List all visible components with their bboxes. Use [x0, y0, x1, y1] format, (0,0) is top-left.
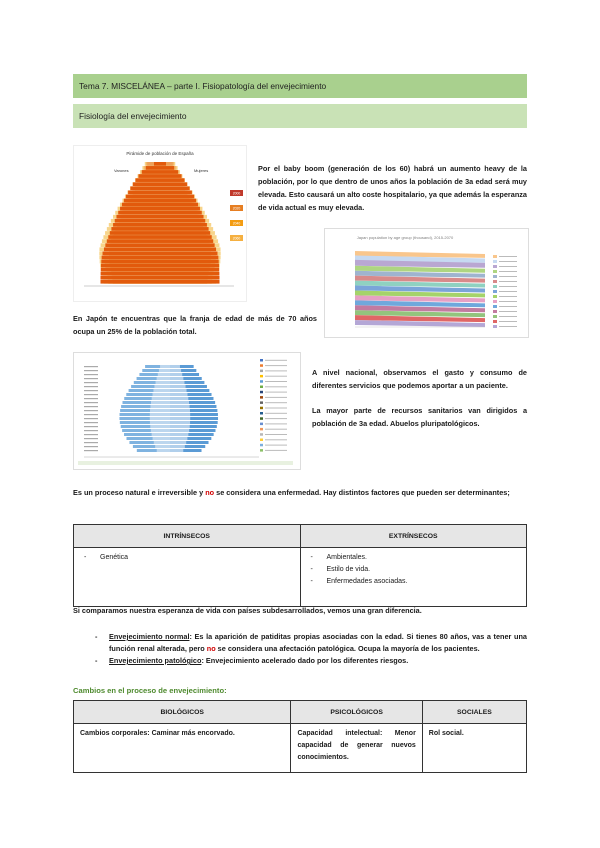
spending-legend-text-line [265, 429, 287, 430]
spending-bar-center [150, 405, 189, 408]
japan-legend-text-line [499, 276, 517, 277]
changes-section-title: Cambios en el proceso de envejecimiento: [73, 686, 227, 695]
pyramid-bar [133, 182, 187, 186]
japan-paragraph: En Japón te encuentras que la franja de edad de más de 70 años ocupa un 25% de la población total. [73, 314, 317, 336]
spending-legend-swatch [260, 391, 263, 394]
japan-legend-text-line [499, 286, 517, 287]
japan-legend-text-line [499, 281, 517, 282]
pyramid-bar [113, 223, 207, 227]
pyramid-year-label: 2040 [232, 221, 241, 226]
normal-aging-label: Envejecimiento normal [109, 632, 190, 641]
japan-area-figure [324, 228, 529, 338]
japan-legend-swatch [493, 320, 497, 323]
spending-legend-text-line [265, 370, 287, 371]
japan-legend-text-line [499, 301, 517, 302]
header-title: Tema 7. MISCELÁNEA – parte I. Fisiopatología del envejecimiento [79, 81, 327, 91]
population-pyramid-chart [74, 146, 246, 301]
spending-legend-swatch [260, 359, 263, 362]
pyramid-year-label: 2060 [232, 236, 241, 241]
spending-legend-swatch [260, 439, 263, 442]
spending-legend-text-line [265, 397, 287, 398]
spending-legend-text-line [265, 439, 287, 440]
pyramid-bar [118, 211, 202, 215]
baby-boom-paragraph: Por el baby boom (generación de los 60) habrá un aumento heavy de la población, por lo que dentro de unos años la población de 3a edad será muy elevada. Esto causará un alto coste hospitalario, ya que además la esperanza de vida actual es muy elevada. [258, 164, 527, 212]
pyramid-year-label: 2020 [232, 206, 241, 211]
pyramid-bar [116, 215, 203, 219]
national-spending-paragraph: A nivel nacional, observamos el gasto y consumo de diferentes servicios que podemos aportar a un paciente. [312, 368, 527, 390]
spending-bar-center [150, 425, 189, 428]
japan-legend-text-line [499, 316, 517, 317]
psychological-cell: Capacidad intelectual: Menor capacidad de generar nuevos conocimientos. [291, 724, 422, 773]
japan-chart-title: Japan population by age group (thousand), 2015-2070 [356, 235, 454, 240]
normal-aging-no: no [206, 644, 216, 653]
spending-bar-center [152, 433, 189, 436]
pyramid-bar [108, 235, 211, 239]
spending-legend-swatch [260, 380, 263, 383]
pyramid-bar [128, 190, 192, 194]
spending-bar-center [153, 389, 186, 392]
pyramid-bar [142, 170, 178, 174]
spending-legend-text-line [265, 445, 287, 446]
resources-paragraph: La mayor parte de recursos sanitarios van dirigidos a población de 3a edad. Abuelos pluripatológicos. [312, 406, 527, 428]
japan-legend-swatch [493, 270, 497, 273]
spending-axis-label [84, 434, 98, 435]
spending-chart-figure [73, 352, 301, 470]
japan-legend-swatch [493, 325, 497, 328]
japan-legend-text-line [499, 266, 517, 267]
pyramid-bar [101, 260, 218, 264]
spending-axis-label [84, 386, 98, 387]
normal-aging-text-a: : Es la aparición de patiditas propias asociadas con la edad. Si tienes 80 años, vas a tener una función renal alterada, pero [109, 632, 527, 653]
spending-bar-center [158, 373, 182, 376]
spending-legend-text-line [265, 434, 287, 435]
japan-area-chart [325, 229, 528, 337]
pyramid-right-label: Mujeres [194, 168, 209, 173]
pyramid-bar [110, 231, 210, 235]
japan-legend-text-line [499, 256, 517, 257]
spending-legend-text-line [265, 365, 287, 366]
spending-bar-center [157, 377, 184, 380]
spending-axis-label [84, 390, 98, 391]
pyramid-bar [100, 280, 219, 284]
pyramid-bar [111, 227, 208, 231]
spending-axis-label [84, 426, 98, 427]
spending-legend-swatch [260, 396, 263, 399]
spending-legend-swatch [260, 375, 263, 378]
spending-bar-center [159, 369, 181, 372]
pyramid-title: Pirámide de población de España [126, 151, 194, 156]
spending-legend-swatch [260, 370, 263, 373]
japan-legend-swatch [493, 310, 497, 313]
japan-legend-swatch [493, 265, 497, 268]
japan-legend-text-line [499, 291, 517, 292]
changes-table [73, 700, 527, 773]
spending-axis-label [84, 438, 98, 439]
spending-bar-center [150, 409, 190, 412]
japan-legend-text-line [499, 296, 517, 297]
pyramid-bar [104, 247, 216, 251]
spending-legend-text-line [265, 386, 287, 387]
japan-legend-text-line [499, 271, 517, 272]
biological-cell: Cambios corporales: Caminar más encorvado. [74, 724, 291, 773]
japan-legend-text-line [499, 311, 517, 312]
spending-bar-center [157, 449, 184, 452]
japan-legend-text-line [499, 261, 517, 262]
spending-axis-label [84, 418, 98, 419]
spending-legend-text-line [265, 450, 287, 451]
spending-axis-label [84, 394, 98, 395]
comparison-paragraph: Si comparamos nuestra esperanza de vida con países subdesarrollados, vemos una gran diferencia. [73, 606, 422, 615]
spending-axis-label [84, 398, 98, 399]
spending-legend-text-line [265, 392, 287, 393]
spending-axis-label [84, 430, 98, 431]
intrinsic-header: INTRÍNSECOS [74, 525, 301, 548]
spending-bar-center [154, 385, 185, 388]
pyramid-bar [101, 268, 219, 272]
japan-legend-swatch [493, 280, 497, 283]
spending-bar-center [160, 365, 180, 368]
pyramid-bar [115, 219, 205, 223]
document-header [73, 74, 527, 98]
extrinsic-item: - Enfermedades asociadas. [307, 576, 521, 588]
pyramid-bar [130, 186, 189, 190]
spending-axis-label [84, 450, 98, 451]
spending-bar-center [155, 445, 185, 448]
intrinsic-item: - Genética [80, 552, 294, 564]
pyramid-bar [126, 195, 194, 199]
spending-bar-center [153, 393, 188, 396]
pyramid-bar [103, 251, 218, 255]
pyramid-bar [135, 178, 184, 182]
spending-bar-center [150, 413, 190, 416]
spending-bar-center [154, 441, 186, 444]
pyramid-bar [102, 256, 219, 260]
pathological-aging-label: Envejecimiento patológico [109, 656, 202, 665]
spending-legend-swatch [260, 417, 263, 420]
spending-legend-text-line [265, 402, 287, 403]
japan-legend-swatch [493, 255, 497, 258]
pyramid-bar [107, 239, 213, 243]
spending-legend-text-line [265, 423, 287, 424]
pyramid-bar [154, 162, 166, 166]
pyramid-bar [138, 174, 181, 178]
population-pyramid-figure [73, 145, 247, 302]
japan-legend-swatch [493, 275, 497, 278]
spending-bar-center [152, 397, 189, 400]
aging-definition-text-b: se considera una enfermedad. Hay distintos factores que pueden ser determinantes; [214, 488, 510, 497]
japan-legend-swatch [493, 295, 497, 298]
spending-bar-center [151, 401, 189, 404]
spending-axis-label [84, 446, 98, 447]
spending-legend-text-line [265, 376, 287, 377]
spending-axis-label [84, 406, 98, 407]
japan-legend-swatch [493, 285, 497, 288]
spending-legend-swatch [260, 428, 263, 431]
japan-legend-swatch [493, 260, 497, 263]
japan-legend-text-line [499, 321, 517, 322]
spending-axis-label [84, 378, 98, 379]
japan-legend-swatch [493, 315, 497, 318]
extrinsic-cell [300, 548, 527, 607]
spending-axis-label [84, 422, 98, 423]
aging-definition-text-a: Es un proceso natural e irreversible y [73, 488, 206, 497]
spending-legend-text-line [265, 408, 287, 409]
pyramid-bar [146, 166, 174, 170]
pyramid-bar [124, 199, 196, 203]
aging-definition-no: no [205, 488, 215, 497]
spending-legend-text-line [265, 381, 287, 382]
japan-legend-text-line [499, 306, 517, 307]
spending-bar-center [151, 429, 189, 432]
spending-legend-swatch [260, 412, 263, 415]
pathological-aging-item [91, 655, 527, 667]
spending-legend-swatch [260, 423, 263, 426]
spending-legend-text-line [265, 413, 287, 414]
biological-header: BIOLÓGICOS [74, 701, 291, 724]
aging-types-list [73, 631, 527, 667]
psychological-header: PSICOLÓGICOS [291, 701, 422, 724]
japan-legend-swatch [493, 305, 497, 308]
spending-legend-swatch [260, 401, 263, 404]
spending-legend-swatch [260, 386, 263, 389]
spending-legend-text-line [265, 418, 287, 419]
spending-axis-label [84, 370, 98, 371]
spending-bar-center [156, 381, 185, 384]
spending-axis-label [84, 402, 98, 403]
spending-legend-swatch [260, 433, 263, 436]
pyramid-left-label: Varones [114, 168, 129, 173]
pyramid-bar [101, 276, 220, 280]
pyramid-bar [120, 207, 200, 211]
spending-axis-label [84, 442, 98, 443]
pyramid-bar [105, 243, 214, 247]
section-subtitle: Fisiología del envejecimiento [79, 111, 187, 121]
factors-table [73, 524, 527, 607]
spending-axis-label [84, 366, 98, 367]
spending-legend-swatch [260, 444, 263, 447]
pyramid-bar [101, 272, 220, 276]
pyramid-bar [101, 264, 219, 268]
extrinsic-item: - Ambientales. [307, 552, 521, 564]
pyramid-bar [122, 203, 198, 207]
normal-aging-text-b: se considera una afectación patológica. Ocupa la mayoría de los pacientes. [215, 644, 480, 653]
spending-axis-label [84, 410, 98, 411]
spending-legend-text-line [265, 360, 287, 361]
extrinsic-item: - Estilo de vida. [307, 564, 521, 576]
spending-legend-swatch [260, 407, 263, 410]
spending-axis-label [84, 382, 98, 383]
spending-butterfly-chart [74, 353, 300, 469]
social-header: SOCIALES [422, 701, 526, 724]
extrinsic-header: EXTRÍNSECOS [300, 525, 527, 548]
japan-legend-swatch [493, 290, 497, 293]
spending-axis-label [84, 414, 98, 415]
intrinsic-cell [74, 548, 301, 607]
pathological-aging-text: : Envejecimiento acelerado dado por los diferentes riesgos. [201, 656, 409, 665]
spending-bar-center [153, 437, 188, 440]
spending-legend-swatch [260, 364, 263, 367]
japan-legend-swatch [493, 300, 497, 303]
spending-axis-label [84, 374, 98, 375]
pyramid-year-label: 2000 [232, 191, 241, 196]
japan-legend-text-line [499, 326, 517, 327]
section-subtitle-bar [73, 104, 527, 128]
normal-aging-item [91, 631, 527, 655]
spending-legend-swatch [260, 449, 263, 452]
social-cell: Rol social. [422, 724, 526, 773]
spending-bar-center [150, 417, 190, 420]
aging-definition-paragraph [73, 486, 527, 499]
spending-bar-center [150, 421, 190, 424]
